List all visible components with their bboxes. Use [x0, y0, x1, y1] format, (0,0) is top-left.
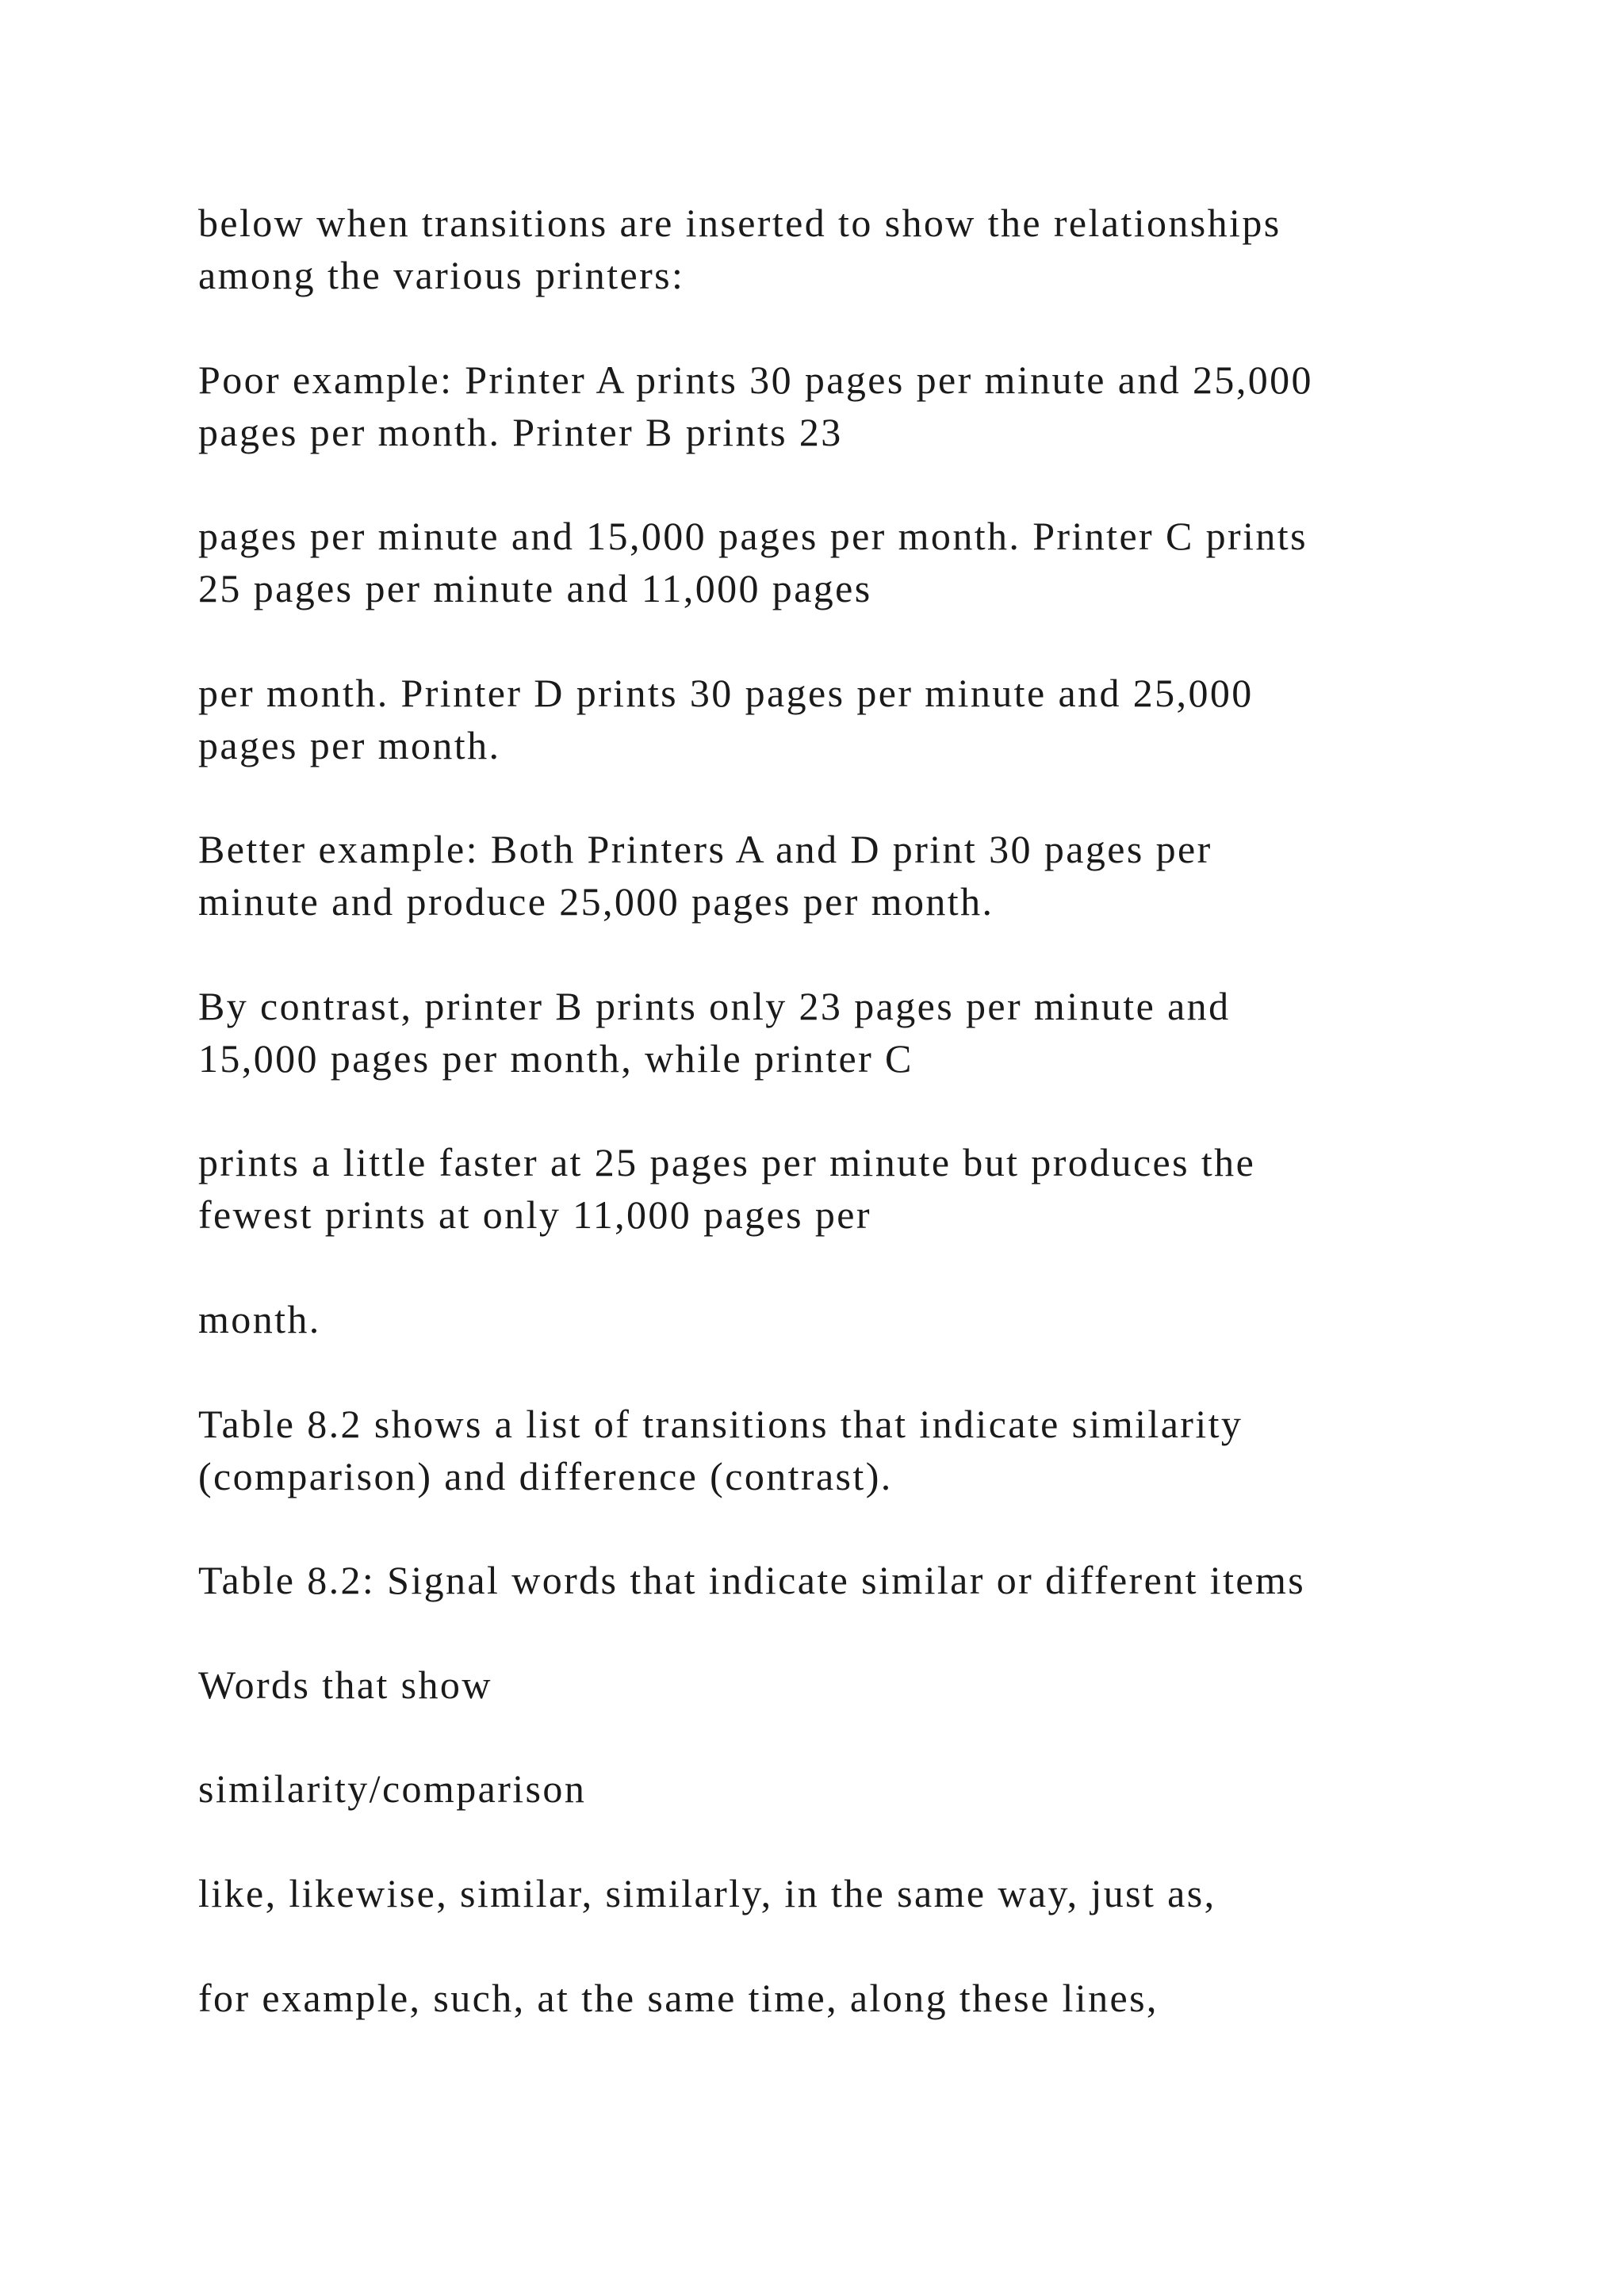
paragraph-poor-example [198, 354, 1467, 458]
text-line: among the various printers: [198, 253, 685, 297]
paragraph-better-example [198, 823, 1467, 928]
text-line: By contrast, printer B prints only 23 pages per minute and [198, 984, 1231, 1028]
text-line: fewest prints at only 11,000 pages per [198, 1192, 871, 1237]
paragraph-contrast-cont [198, 1136, 1467, 1241]
table-cell-similarity-words-2 [198, 1972, 1467, 2024]
paragraph-poor-example-cont-1 [198, 510, 1467, 614]
text-line: Better example: Both Printers A and D print 30 pages per [198, 827, 1212, 871]
text-line: pages per minute and 15,000 pages per month. Printer C prints [198, 514, 1308, 558]
text-line: minute and produce 25,000 pages per month. [198, 879, 994, 924]
paragraph-transitions-intro [198, 197, 1467, 301]
text-line: (comparison) and difference (contrast). [198, 1454, 893, 1498]
text-line: for example, such, at the same time, along these lines, [198, 1976, 1159, 2020]
paragraph-table-intro [198, 1398, 1467, 1502]
text-line: Words that show [198, 1663, 492, 1707]
text-line: 25 pages per minute and 11,000 pages [198, 566, 872, 610]
text-line: pages per month. Printer B prints 23 [198, 410, 843, 454]
paragraph-poor-example-cont-2 [198, 667, 1467, 771]
text-line: month. [198, 1297, 321, 1341]
paragraph-month [198, 1293, 1467, 1345]
text-line: like, likewise, similar, similarly, in the same way, just as, [198, 1871, 1216, 1915]
paragraph-contrast [198, 980, 1467, 1085]
text-line: per month. Printer D prints 30 pages per minute and 25,000 [198, 671, 1254, 715]
table-header-words-that-show [198, 1659, 1467, 1711]
table-cell-similarity-words-1 [198, 1867, 1467, 1919]
table-header-similarity-comparison [198, 1762, 1467, 1815]
text-line: 15,000 pages per month, while printer C [198, 1036, 914, 1081]
text-line: below when transitions are inserted to show the relationships [198, 201, 1281, 245]
text-line: Table 8.2 shows a list of transitions that indicate similarity [198, 1402, 1243, 1446]
text-line: pages per month. [198, 723, 501, 767]
text-line: Table 8.2: Signal words that indicate similar or different items [198, 1558, 1306, 1602]
table-caption [198, 1554, 1467, 1606]
text-line: prints a little faster at 25 pages per minute but produces the [198, 1140, 1256, 1184]
text-line: similarity/comparison [198, 1766, 587, 1811]
text-line: Poor example: Printer A prints 30 pages per minute and 25,000 [198, 358, 1313, 402]
